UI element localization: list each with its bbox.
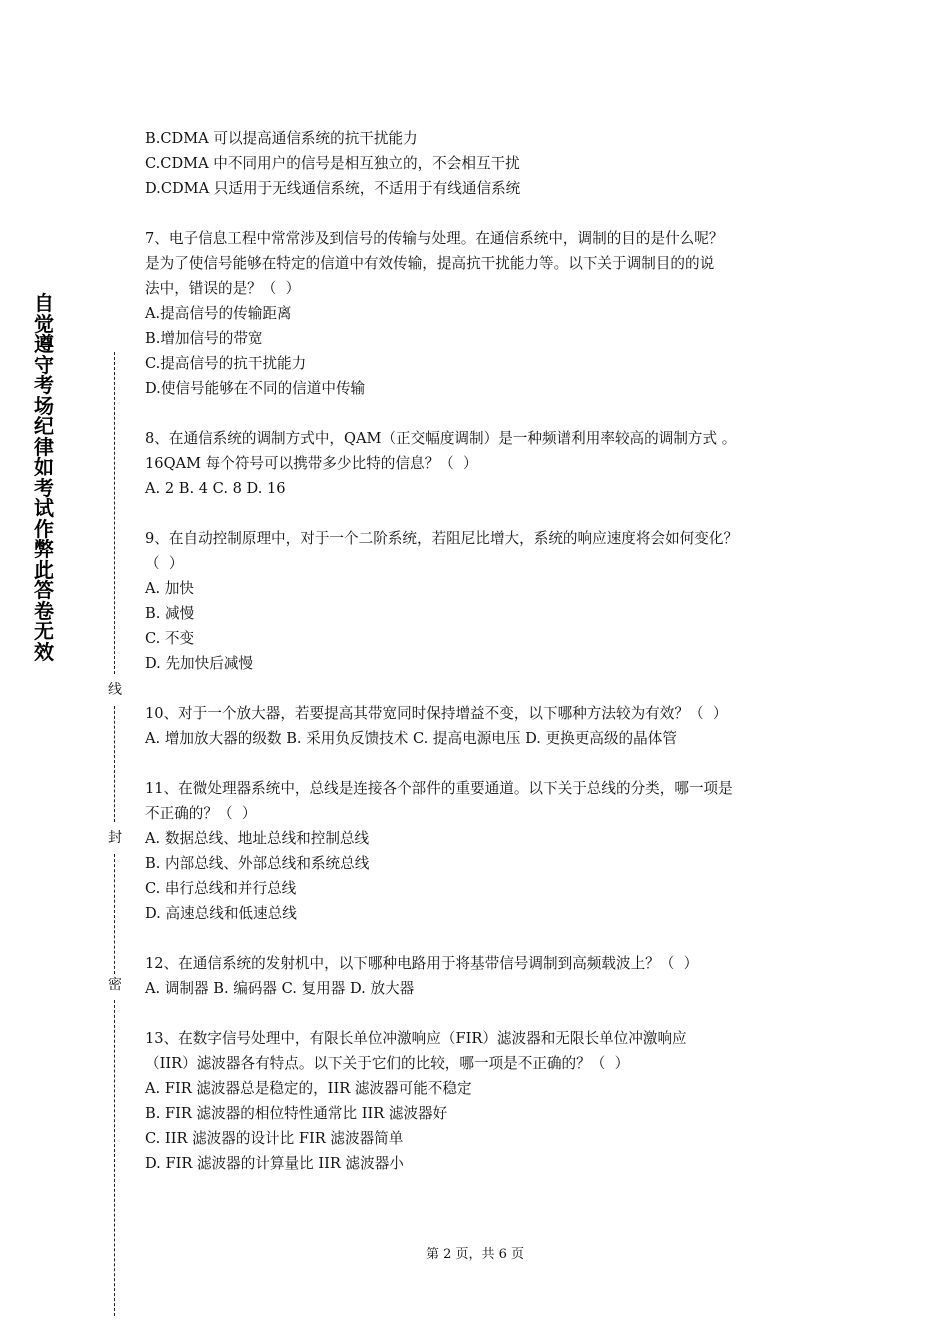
question-stem-line: 法中，错误的是？（ ） xyxy=(145,280,301,297)
option-line: D.CDMA 只适用于无线通信系统，不适用于有线通信系统 xyxy=(145,180,521,197)
warning-char: 觉 xyxy=(34,311,54,336)
question-stem-line: 7、电子信息工程中常常涉及到信号的传输与处理。在通信系统中，调制的目的是什么呢？ xyxy=(145,230,724,247)
question-stem-line: 8、在通信系统的调制方式中，QAM（正交幅度调制）是一种频谱利用率较高的调制方式 。 xyxy=(145,430,737,447)
binding-label-xian: 线 xyxy=(108,682,122,698)
option-line: D. FIR 滤波器的计算量比 IIR 滤波器小 xyxy=(145,1155,404,1172)
option-line: A. 加快 xyxy=(145,580,195,597)
warning-char: 此 xyxy=(34,557,54,582)
option-line: B. 内部总线、外部总线和系统总线 xyxy=(145,855,370,872)
question-stem-line: 是为了使信号能够在特定的信道中有效传输，提高抗干扰能力等。以下关于调制目的的说 xyxy=(145,255,715,272)
question-7 xyxy=(145,226,825,401)
option-line: B. FIR 滤波器的相位特性通常比 IIR 滤波器好 xyxy=(145,1105,448,1122)
question-stem-line: 11、在微处理器系统中，总线是连接各个部件的重要通道。以下关于总线的分类，哪一项是 xyxy=(145,780,733,797)
warning-char: 弊 xyxy=(34,537,54,561)
warning-char: 自 xyxy=(34,291,54,315)
warning-char: 试 xyxy=(34,496,54,520)
question-stem-line: 10、对于一个放大器，若要提高其带宽同时保持增益不变，以下哪种方法较为有效？（ ） xyxy=(145,705,728,722)
warning-char: 卷 xyxy=(34,598,54,623)
option-line: D. 高速总线和低速总线 xyxy=(145,905,297,922)
warning-char: 效 xyxy=(34,639,54,664)
warning-char: 无 xyxy=(34,619,54,643)
question-stem-line: （ ） xyxy=(145,555,184,572)
option-line: A. 增加放大器的级数 B. 采用负反馈技术 C. 提高电源电压 D. 更换更高级的晶体管 xyxy=(145,730,677,747)
warning-char: 考 xyxy=(34,475,54,500)
exam-content xyxy=(145,126,825,1176)
question-stem-line: 不正确的？（ ） xyxy=(145,805,257,822)
option-line: A.提高信号的传输距离 xyxy=(145,305,292,322)
warning-char: 答 xyxy=(34,578,54,602)
question-12 xyxy=(145,951,825,1001)
binding-label-feng: 封 xyxy=(108,830,122,846)
warning-char: 律 xyxy=(34,434,54,459)
warning-char: 如 xyxy=(34,455,54,479)
page-number-footer: 第 2 页，共 6 页 xyxy=(425,1247,525,1262)
binding-dashed-line-middle xyxy=(114,706,115,822)
binding-dashed-line-top xyxy=(114,352,115,674)
question-9 xyxy=(145,526,825,676)
option-line: D.使信号能够在不同的信道中传输 xyxy=(145,380,366,397)
binding-dashed-line-bottom xyxy=(114,1000,115,1316)
option-line: C. 串行总线和并行总线 xyxy=(145,880,297,897)
warning-char: 遵 xyxy=(34,332,54,356)
option-line: A. 数据总线、地址总线和控制总线 xyxy=(145,830,370,847)
question-stem-line: （IIR）滤波器各有特点。以下关于它们的比较，哪一项是不正确的？（ ） xyxy=(145,1055,630,1072)
option-line: C.CDMA 中不同用户的信号是相互独立的，不会相互干扰 xyxy=(145,155,520,172)
option-line: B.CDMA 可以提高通信系统的抗干扰能力 xyxy=(145,130,418,147)
question-8 xyxy=(145,426,825,501)
option-line: C. 不变 xyxy=(145,630,195,647)
warning-char: 守 xyxy=(34,352,54,377)
question-13 xyxy=(145,1026,825,1176)
question-stem-line: 9、在自动控制原理中，对于一个二阶系统，若阻尼比增大，系统的响应速度将会如何变化？ xyxy=(145,530,739,547)
previous-question-options xyxy=(145,126,825,201)
question-10 xyxy=(145,701,825,751)
warning-char: 作 xyxy=(34,516,54,541)
binding-label-mi: 密 xyxy=(108,977,122,993)
option-line: C. IIR 滤波器的设计比 FIR 滤波器简单 xyxy=(145,1130,404,1147)
option-line: A. FIR 滤波器总是稳定的，IIR 滤波器可能不稳定 xyxy=(145,1080,472,1097)
warning-char: 场 xyxy=(34,393,54,418)
warning-char: 纪 xyxy=(34,414,54,438)
exam-discipline-warning xyxy=(31,293,57,662)
question-stem-line: 16QAM 每个符号可以携带多少比特的信息？（ ） xyxy=(145,455,478,472)
option-line: D. 先加快后减慢 xyxy=(145,655,254,672)
question-stem-line: 13、在数字信号处理中，有限长单位冲激响应（FIR）滤波器和无限长单位冲激响应 xyxy=(145,1030,687,1047)
option-line: A. 2 B. 4 C. 8 D. 16 xyxy=(145,480,286,497)
binding-dashed-line-lower xyxy=(114,854,115,974)
question-11 xyxy=(145,776,825,926)
warning-char: 考 xyxy=(34,373,54,397)
option-line: C.提高信号的抗干扰能力 xyxy=(145,355,307,372)
question-stem-line: 12、在通信系统的发射机中，以下哪种电路用于将基带信号调制到高频载波上？（ ） xyxy=(145,955,699,972)
option-line: B.增加信号的带宽 xyxy=(145,330,263,347)
option-line: B. 减慢 xyxy=(145,605,195,622)
option-line: A. 调制器 B. 编码器 C. 复用器 D. 放大器 xyxy=(145,980,415,997)
